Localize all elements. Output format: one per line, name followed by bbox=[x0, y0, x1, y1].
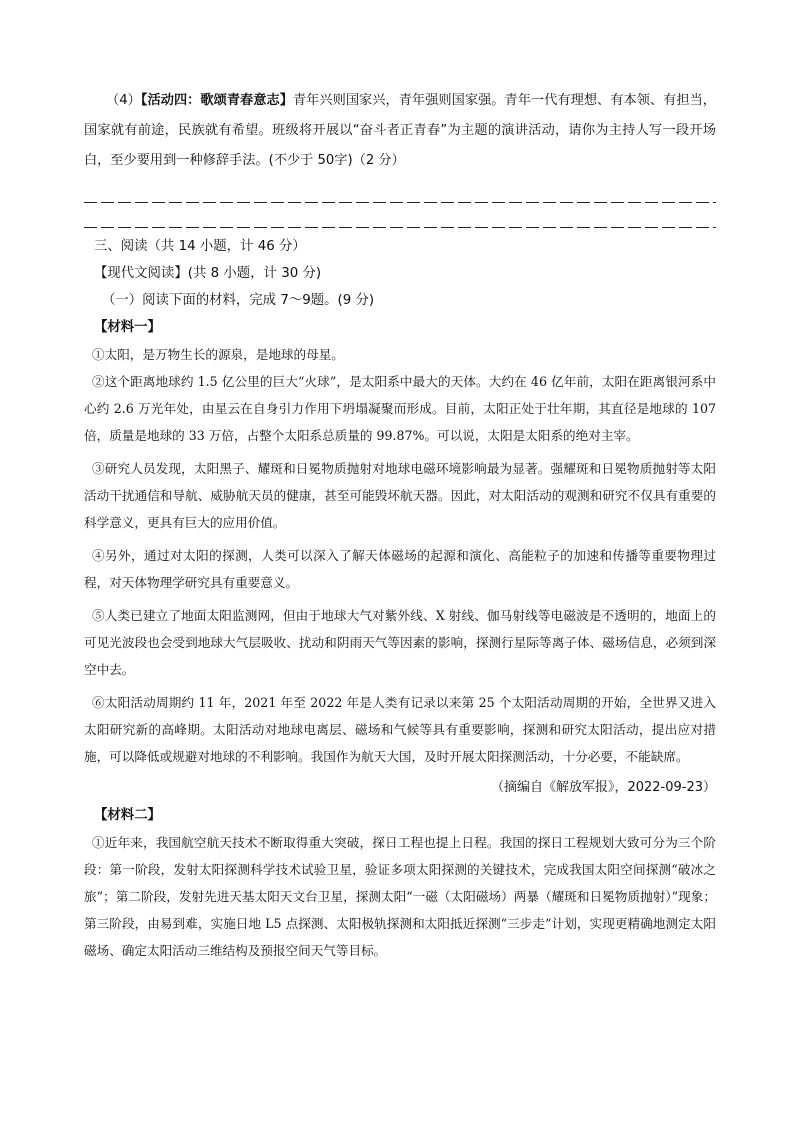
activity-title: 【活动四：歌颂青春意志】 bbox=[140, 93, 293, 108]
material-1-paragraph: ①太阳，是万物生长的源泉，是地球的母星。 bbox=[92, 347, 344, 362]
question-4 bbox=[84, 86, 716, 176]
question-4-text: 青年兴则国家兴，青年强则国家强。青年一代有理想、有本领、有担当，国家就有前途，民族就有希望。班级将开展以“奋斗者正青春”为主题的演讲活动，请你为主持人写一段开场白，至少要用到一种修辞手法。(不少于 50字)（2 分） bbox=[84, 93, 716, 168]
answer-line[interactable] bbox=[84, 221, 716, 233]
material-1-paragraph: ④另外，通过对太阳的探测，人类可以深入了解天体磁场的起源和演化、高能粒子的加速和传播等重要物理过程，对天体物理学研究具有重要意义。 bbox=[84, 548, 716, 590]
part-title: （一）阅读下面的材料，完成 7～9题。(9 分) bbox=[102, 293, 375, 308]
material-1-paragraph: ②这个距离地球约 1.5 亿公里的巨大“火球”，是太阳系中最大的天体。大约在 46 亿年前，太阳在距离银河系中心约 2.6 万光年处，由星云在自身引力作用下坍塌凝聚而形成。目前，太阳正处于壮年期，其直径是地球的 107 倍，质量是地球的 33 万倍，占整个太阳系总质量的 99.87%。可以说，太阳是太阳系的绝对主宰。 bbox=[84, 374, 716, 443]
answer-line[interactable] bbox=[84, 196, 716, 208]
section-title: 三、阅读（共 14 小题，计 46 分） bbox=[94, 239, 306, 254]
page-content bbox=[84, 86, 716, 964]
material-1-paragraph: ⑥太阳活动周期约 11 年，2021 年至 2022 年是人类有记录以来第 25 个太阳活动周期的开始，全世界又进入太阳研究新的高峰期。太阳活动对地球电离层、磁场和气候等具有重要影响，探测和研究太阳活动，提出应对措施，可以降低或规避对地球的不利影响。我国作为航天大国，及时开展太阳探测活动，十分必要，不能缺席。 bbox=[84, 695, 716, 764]
material-1-paragraph: ⑤人类已建立了地面太阳监测网，但由于地球大气对紫外线、X 射线、伽马射线等电磁波是不透明的，地面上的可见光波段也会受到地球大气层吸收、扰动和阴雨天气等因素的影响，探测行星际等离子体、磁场信息，必须到深空中去。 bbox=[84, 608, 716, 677]
material-2-label: 【材料二】 bbox=[94, 808, 161, 823]
question-number: （4） bbox=[106, 93, 141, 108]
material-1-paragraph: ③研究人员发现，太阳黑子、耀斑和日冕物质抛射对地球电磁环境影响最为显著。强耀斑和日冕物质抛射等太阳活动干扰通信和导航、威胁航天员的健康，甚至可能毁坏航天器。因此，对太阳活动的观测和研究不仅具有重要的科学意义，更具有巨大的应用价值。 bbox=[84, 461, 716, 530]
subsection-title: 【现代文阅读】(共 8 小题，计 30 分) bbox=[94, 266, 322, 281]
material-1-label: 【材料一】 bbox=[94, 320, 161, 335]
material-1-source: （摘编自《解放军报》，2022-09-23） bbox=[490, 780, 716, 795]
material-2-paragraph: ①近年来，我国航空航天技术不断取得重大突破，探日工程也提上日程。我国的探日工程规划大致可分为三个阶段：第一阶段，发射太阳探测科学技术试验卫星，验证多项太阳探测的关键技术，完成我国太阳空间探测“破冰之旅”；第二阶段，发射先进天基太阳天文台卫星，探测太阳“一磁（太阳磁场）两暴（耀斑和日冕物质抛射）”现象；第三阶段，由易到难，实施日地 L5 点探测、太阳极轨探测和太阳抵近探测“三步走”计划，实现更精确地测定太阳磁场、确定太阳活动三维结构及预报空间天气等目标。 bbox=[84, 835, 716, 958]
